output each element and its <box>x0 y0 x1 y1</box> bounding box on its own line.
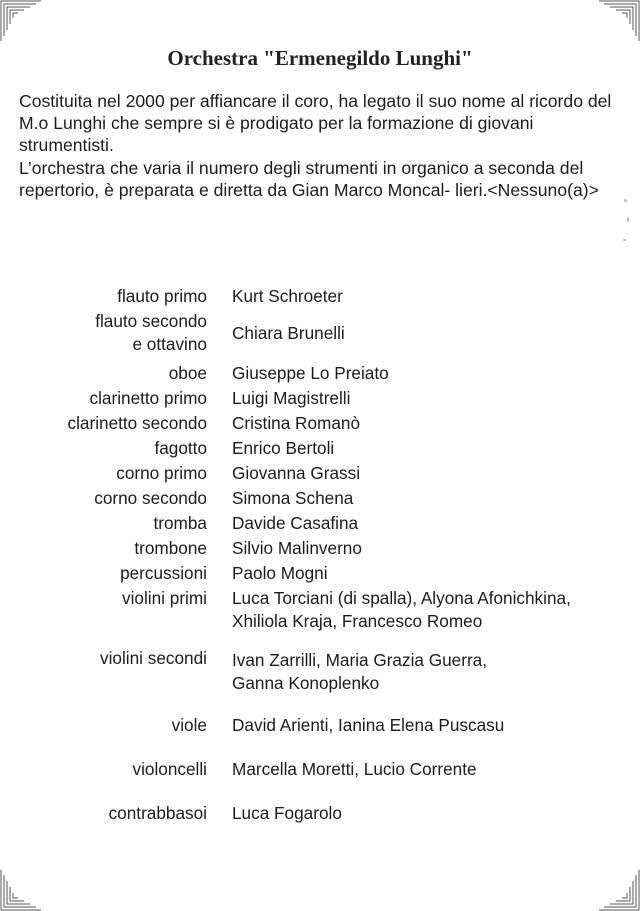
corner-ornament-top-right-icon <box>598 0 640 42</box>
roster-row <box>0 437 640 460</box>
instrument-label: oboe <box>168 363 207 383</box>
instrument-label: clarinetto primo <box>89 388 207 408</box>
corner-ornament-bottom-right-icon <box>598 869 640 911</box>
musician-name-line: Luca Torciani (di spalla), Alyona Afonichkina, <box>232 588 571 608</box>
instrument-label: violini secondi <box>99 648 207 668</box>
roster-row <box>0 758 640 781</box>
roster-row <box>0 285 640 308</box>
roster-row <box>0 512 640 535</box>
musician-name-line: Giovanna Grassi <box>232 463 361 483</box>
musician-names <box>232 714 632 737</box>
orchestra-roster <box>0 285 640 825</box>
corner-ornament-top-left-icon <box>0 0 42 42</box>
musician-name-line: Luigi Magistrelli <box>232 388 351 408</box>
musician-names <box>232 758 632 781</box>
musician-name-line: Chiara Brunelli <box>232 322 345 343</box>
roster-row <box>0 310 640 356</box>
instrument-label: flauto primo <box>117 286 207 306</box>
roster-row <box>0 562 640 585</box>
instrument-label-line: flauto secondo <box>95 311 207 331</box>
musician-name-line: Davide Casafina <box>232 513 359 533</box>
musician-names <box>232 285 632 308</box>
roster-row <box>0 362 640 385</box>
roster-row <box>0 587 640 633</box>
musician-names <box>232 362 632 385</box>
musician-names <box>232 802 632 825</box>
musician-name-line: Xhiliola Kraja, Francesco Romeo <box>232 611 483 631</box>
roster-row <box>0 537 640 560</box>
instrument-label: violini primi <box>122 588 207 608</box>
instrument-label: fagotto <box>154 438 207 458</box>
musician-names <box>232 322 632 345</box>
instrument-label: corno primo <box>116 463 207 483</box>
instrument-label: contrabbasoi <box>108 803 207 823</box>
musician-names <box>232 437 632 460</box>
instrument-label: viole <box>171 715 207 735</box>
instrument-label: trombone <box>134 538 207 558</box>
corner-ornament-bottom-left-icon <box>0 869 42 911</box>
musician-name-line: Giuseppe Lo Preiato <box>232 363 389 383</box>
musician-name-line: Luca Fogarolo <box>232 803 342 823</box>
roster-row <box>0 462 640 485</box>
musician-names <box>232 647 632 695</box>
roster-row <box>0 412 640 435</box>
musician-name-line: Silvio Malinverno <box>232 538 362 558</box>
musician-name-line: David Arienti, Ianina Elena Puscasu <box>232 715 505 735</box>
musician-names <box>232 562 632 585</box>
musician-name-line: Ivan Zarrilli, Maria Grazia Guerra, <box>232 650 488 670</box>
roster-row <box>0 714 640 737</box>
musician-names <box>232 462 632 485</box>
intro-paragraph: L’orchestra che varia il numero degli strumenti in organico a seconda del repertorio, è preparata e diretta da Gian Marco Moncal- lieri.<Nessuno(a)> <box>19 157 599 200</box>
musician-name-line: Cristina Romanò <box>232 413 360 433</box>
instrument-label: violoncelli <box>132 759 207 779</box>
roster-row <box>0 802 640 825</box>
page-title: Orchestra "Ermenegildo Lunghi" <box>167 46 473 70</box>
musician-name-line: Enrico Bertoli <box>232 438 335 458</box>
musician-names <box>232 587 632 633</box>
roster-row <box>0 387 640 410</box>
roster-row <box>0 487 640 510</box>
instrument-label: percussioni <box>120 563 207 583</box>
roster-row <box>0 647 640 695</box>
musician-name-line: Paolo Mogni <box>232 563 328 583</box>
instrument-label: clarinetto secondo <box>67 413 207 433</box>
musician-name-line: Kurt Schroeter <box>232 286 343 306</box>
musician-names <box>232 512 632 535</box>
musician-names <box>232 412 632 435</box>
instrument-label: tromba <box>153 513 207 533</box>
musician-names <box>232 387 632 410</box>
musician-name-line: Marcella Moretti, Lucio Corrente <box>232 759 477 779</box>
musician-names <box>232 487 632 510</box>
musician-names <box>232 537 632 560</box>
intro-paragraph: Costituita nel 2000 per affiancare il coro, ha legato il suo nome al ricordo del M.o Lunghi che sempre si è prodigato per la formazione di giovani strumentisti. <box>19 91 612 156</box>
musician-name-line: Ganna Konoplenko <box>232 673 380 693</box>
scan-specks <box>622 195 634 255</box>
instrument-label <box>0 310 207 356</box>
intro-text <box>19 90 619 201</box>
instrument-label: corno secondo <box>94 488 207 508</box>
musician-name-line: Simona Schena <box>232 488 354 508</box>
instrument-label-line: e ottavino <box>132 334 207 354</box>
